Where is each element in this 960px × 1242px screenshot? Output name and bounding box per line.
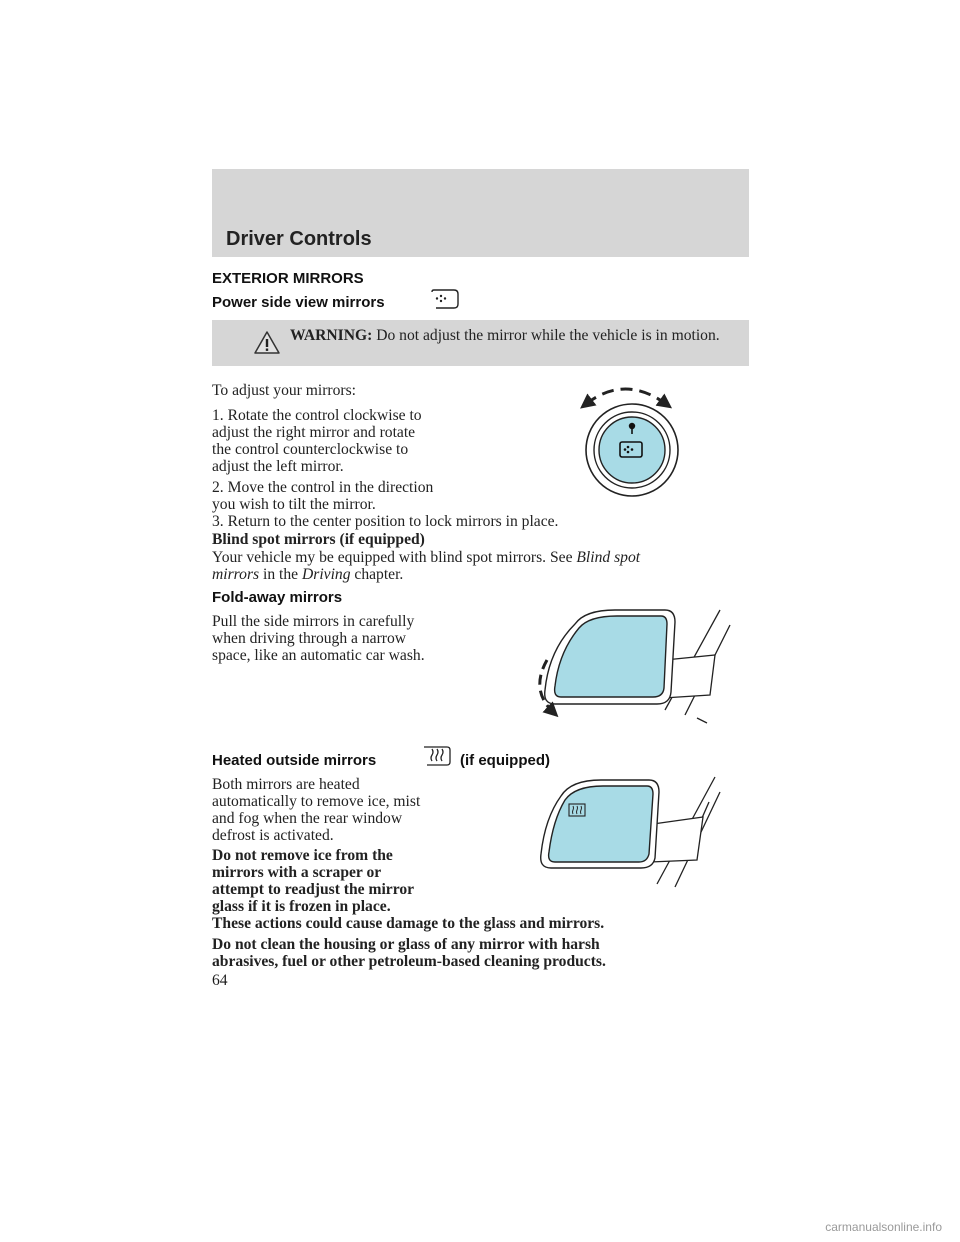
blind-spot-text-a: Your vehicle my be equipped with blind spot mirrors. See: [212, 549, 577, 566]
warning-text: [290, 326, 730, 345]
mirror-control-icon: [430, 288, 460, 310]
step1-line4: adjust the left mirror.: [212, 458, 344, 475]
step3-text: 3. Return to the center position to lock mirrors in place.: [212, 513, 559, 530]
fold-away-mirror-illustration: [525, 600, 750, 725]
heated-mirror-illustration: [535, 772, 745, 897]
heated-line4: defrost is activated.: [212, 827, 334, 844]
adjust-intro: To adjust your mirrors:: [212, 382, 356, 399]
footer-watermark[interactable]: carmanualsonline.info: [825, 1220, 942, 1234]
caution-line5: These actions could cause damage to the glass and mirrors.: [212, 915, 605, 932]
fold-line2: when driving through a narrow: [212, 630, 407, 647]
step2-line1: 2. Move the control in the direction: [212, 479, 434, 496]
heated-mirrors-title: Heated outside mirrors: [212, 752, 377, 769]
fold-away-title: Fold-away mirrors: [212, 589, 343, 606]
heated-line1: Both mirrors are heated: [212, 776, 360, 793]
caution-line4: glass if it is frozen in place.: [212, 898, 391, 915]
caution-line1: Do not remove ice from the: [212, 847, 393, 864]
warning-message: Do not adjust the mirror while the vehicle is in motion.: [376, 327, 720, 344]
heated-line2: automatically to remove ice, mist: [212, 793, 421, 810]
blind-spot-text-b: in the: [259, 566, 302, 583]
blind-spot-title: Blind spot mirrors (if equipped): [212, 531, 425, 548]
warning-triangle-icon: [253, 330, 281, 355]
fold-line3: space, like an automatic car wash.: [212, 647, 425, 664]
blind-spot-ref2: mirrors: [212, 566, 260, 583]
page-number: 64: [212, 972, 228, 989]
fold-line1: Pull the side mirrors in carefully: [212, 613, 415, 630]
blind-spot-line2: [212, 565, 403, 584]
caution-line3: attempt to readjust the mirror: [212, 881, 415, 898]
warning-label: WARNING:: [290, 327, 373, 344]
blind-spot-text-c: chapter.: [350, 566, 404, 583]
cleaning-line2: abrasives, fuel or other petroleum-based cleaning products.: [212, 953, 606, 970]
caution-line2: mirrors with a scraper or: [212, 864, 382, 881]
step1-line3: the control counterclockwise to: [212, 441, 409, 458]
step1-line2: adjust the right mirror and rotate: [212, 424, 416, 441]
mirror-control-knob-illustration: [570, 378, 680, 500]
step2-line2: you wish to tilt the mirror.: [212, 496, 376, 513]
page-title: Driver Controls: [226, 228, 372, 250]
section-title: EXTERIOR MIRRORS: [212, 270, 364, 287]
cleaning-line1: Do not clean the housing or glass of any mirror with harsh: [212, 936, 600, 953]
step1-line1: 1. Rotate the control clockwise to: [212, 407, 422, 424]
heated-suffix: (if equipped): [460, 752, 550, 769]
heated-mirror-icon: [422, 744, 452, 768]
driving-chapter-ref: Driving: [301, 566, 351, 583]
heated-line3: and fog when the rear window: [212, 810, 403, 827]
power-mirrors-title: Power side view mirrors: [212, 294, 385, 311]
blind-spot-ref: Blind spot: [576, 549, 641, 566]
